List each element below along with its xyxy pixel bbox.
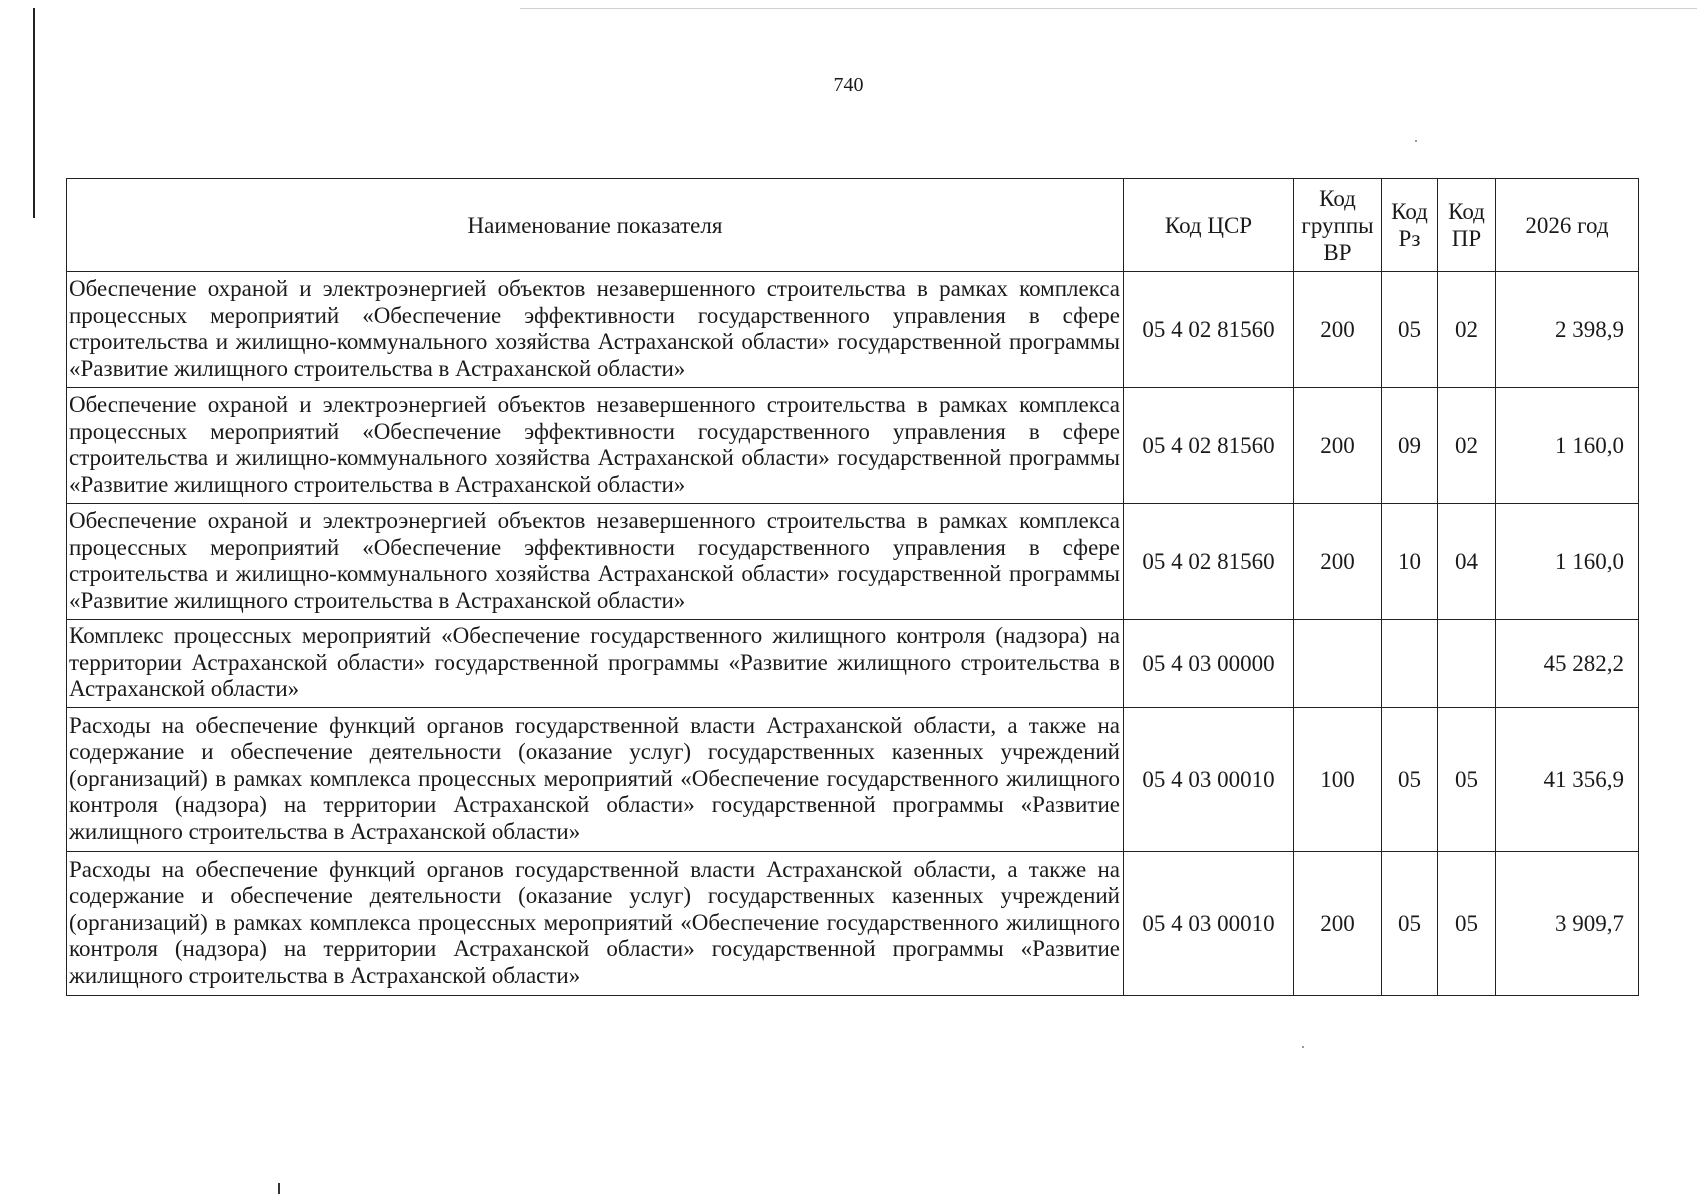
- row-rz: 05: [1382, 272, 1438, 388]
- row-csr: 05 4 02 81560: [1124, 272, 1294, 388]
- row-value: 2 398,9: [1496, 272, 1639, 388]
- scan-top-line: [520, 8, 1697, 9]
- table-row: [67, 708, 1639, 852]
- row-value: 3 909,7: [1496, 852, 1639, 996]
- row-vr: 200: [1294, 388, 1382, 504]
- row-vr: 200: [1294, 852, 1382, 996]
- row-rz: 05: [1382, 708, 1438, 852]
- table-row: [67, 620, 1639, 708]
- row-rz: 05: [1382, 852, 1438, 996]
- row-csr: 05 4 02 81560: [1124, 504, 1294, 620]
- row-rz: 09: [1382, 388, 1438, 504]
- table-row: [67, 272, 1639, 388]
- row-vr: 100: [1294, 708, 1382, 852]
- row-csr: 05 4 03 00000: [1124, 620, 1294, 708]
- row-value: 41 356,9: [1496, 708, 1639, 852]
- row-value: 1 160,0: [1496, 388, 1639, 504]
- row-name: Обеспечение охраной и электроэнергией объектов незавершенного строительства в рамках комплекса процессных мероприятий «Обеспечение эффективности государственного управления в сфере строительства и жилищно-коммунального хозяйства Астраханской области» государственной программы «Развитие жилищного строительства в Астраханской области»: [67, 388, 1124, 504]
- table-row: [67, 504, 1639, 620]
- row-pr: 05: [1438, 708, 1496, 852]
- row-csr: 05 4 03 00010: [1124, 708, 1294, 852]
- page-number: 740: [833, 74, 864, 96]
- row-name: Обеспечение охраной и электроэнергией объектов незавершенного строительства в рамках комплекса процессных мероприятий «Обеспечение эффективности государственного управления в сфере строительства и жилищно-коммунального хозяйства Астраханской области» государственной программы «Развитие жилищного строительства в Астраханской области»: [67, 504, 1124, 620]
- header-pr: Код ПР: [1438, 179, 1496, 272]
- table-row: [67, 388, 1639, 504]
- table-header-row: [67, 179, 1639, 272]
- row-vr: 200: [1294, 272, 1382, 388]
- row-name: Обеспечение охраной и электроэнергией объектов незавершенного строительства в рамках комплекса процессных мероприятий «Обеспечение эффективности государственного управления в сфере строительства и жилищно-коммунального хозяйства Астраханской области» государственной программы «Развитие жилищного строительства в Астраханской области»: [67, 272, 1124, 388]
- row-pr: 05: [1438, 852, 1496, 996]
- header-rz: Код Рз: [1382, 179, 1438, 272]
- scan-speck: [1302, 1046, 1304, 1048]
- header-vr: Код группы ВР: [1294, 179, 1382, 272]
- row-value: 1 160,0: [1496, 504, 1639, 620]
- header-year: 2026 год: [1496, 179, 1639, 272]
- row-name: Расходы на обеспечение функций органов государственной власти Астраханской области, а также на содержание и обеспечение деятельности (оказание услуг) государственных казенных учреждений (организаций) в рамках комплекса процессных мероприятий «Обеспечение государственного жилищного контроля (надзора) на территории Астраханской области» государственной программы «Развитие жилищного строительства в Астраханской области»: [67, 852, 1124, 996]
- row-pr: 02: [1438, 272, 1496, 388]
- row-name: Комплекс процессных мероприятий «Обеспечение государственного жилищного контроля (надзора) на территории Астраханской области» государственной программы «Развитие жилищного строительства в Астраханской области»: [67, 620, 1124, 708]
- scan-page-edge: [33, 8, 35, 218]
- scan-speck: [1415, 140, 1417, 142]
- row-vr: 200: [1294, 504, 1382, 620]
- row-pr: [1438, 620, 1496, 708]
- header-csr: Код ЦСР: [1124, 179, 1294, 272]
- row-value: 45 282,2: [1496, 620, 1639, 708]
- table-row: [67, 852, 1639, 996]
- row-rz: 10: [1382, 504, 1438, 620]
- scan-speck: [278, 1183, 280, 1194]
- row-rz: [1382, 620, 1438, 708]
- row-csr: 05 4 02 81560: [1124, 388, 1294, 504]
- row-csr: 05 4 03 00010: [1124, 852, 1294, 996]
- header-name: Наименование показателя: [67, 179, 1124, 272]
- budget-table: [66, 178, 1639, 996]
- row-vr: [1294, 620, 1382, 708]
- row-pr: 02: [1438, 388, 1496, 504]
- row-name: Расходы на обеспечение функций органов государственной власти Астраханской области, а также на содержание и обеспечение деятельности (оказание услуг) государственных казенных учреждений (организаций) в рамках комплекса процессных мероприятий «Обеспечение государственного жилищного контроля (надзора) на территории Астраханской области» государственной программы «Развитие жилищного строительства в Астраханской области»: [67, 708, 1124, 852]
- row-pr: 04: [1438, 504, 1496, 620]
